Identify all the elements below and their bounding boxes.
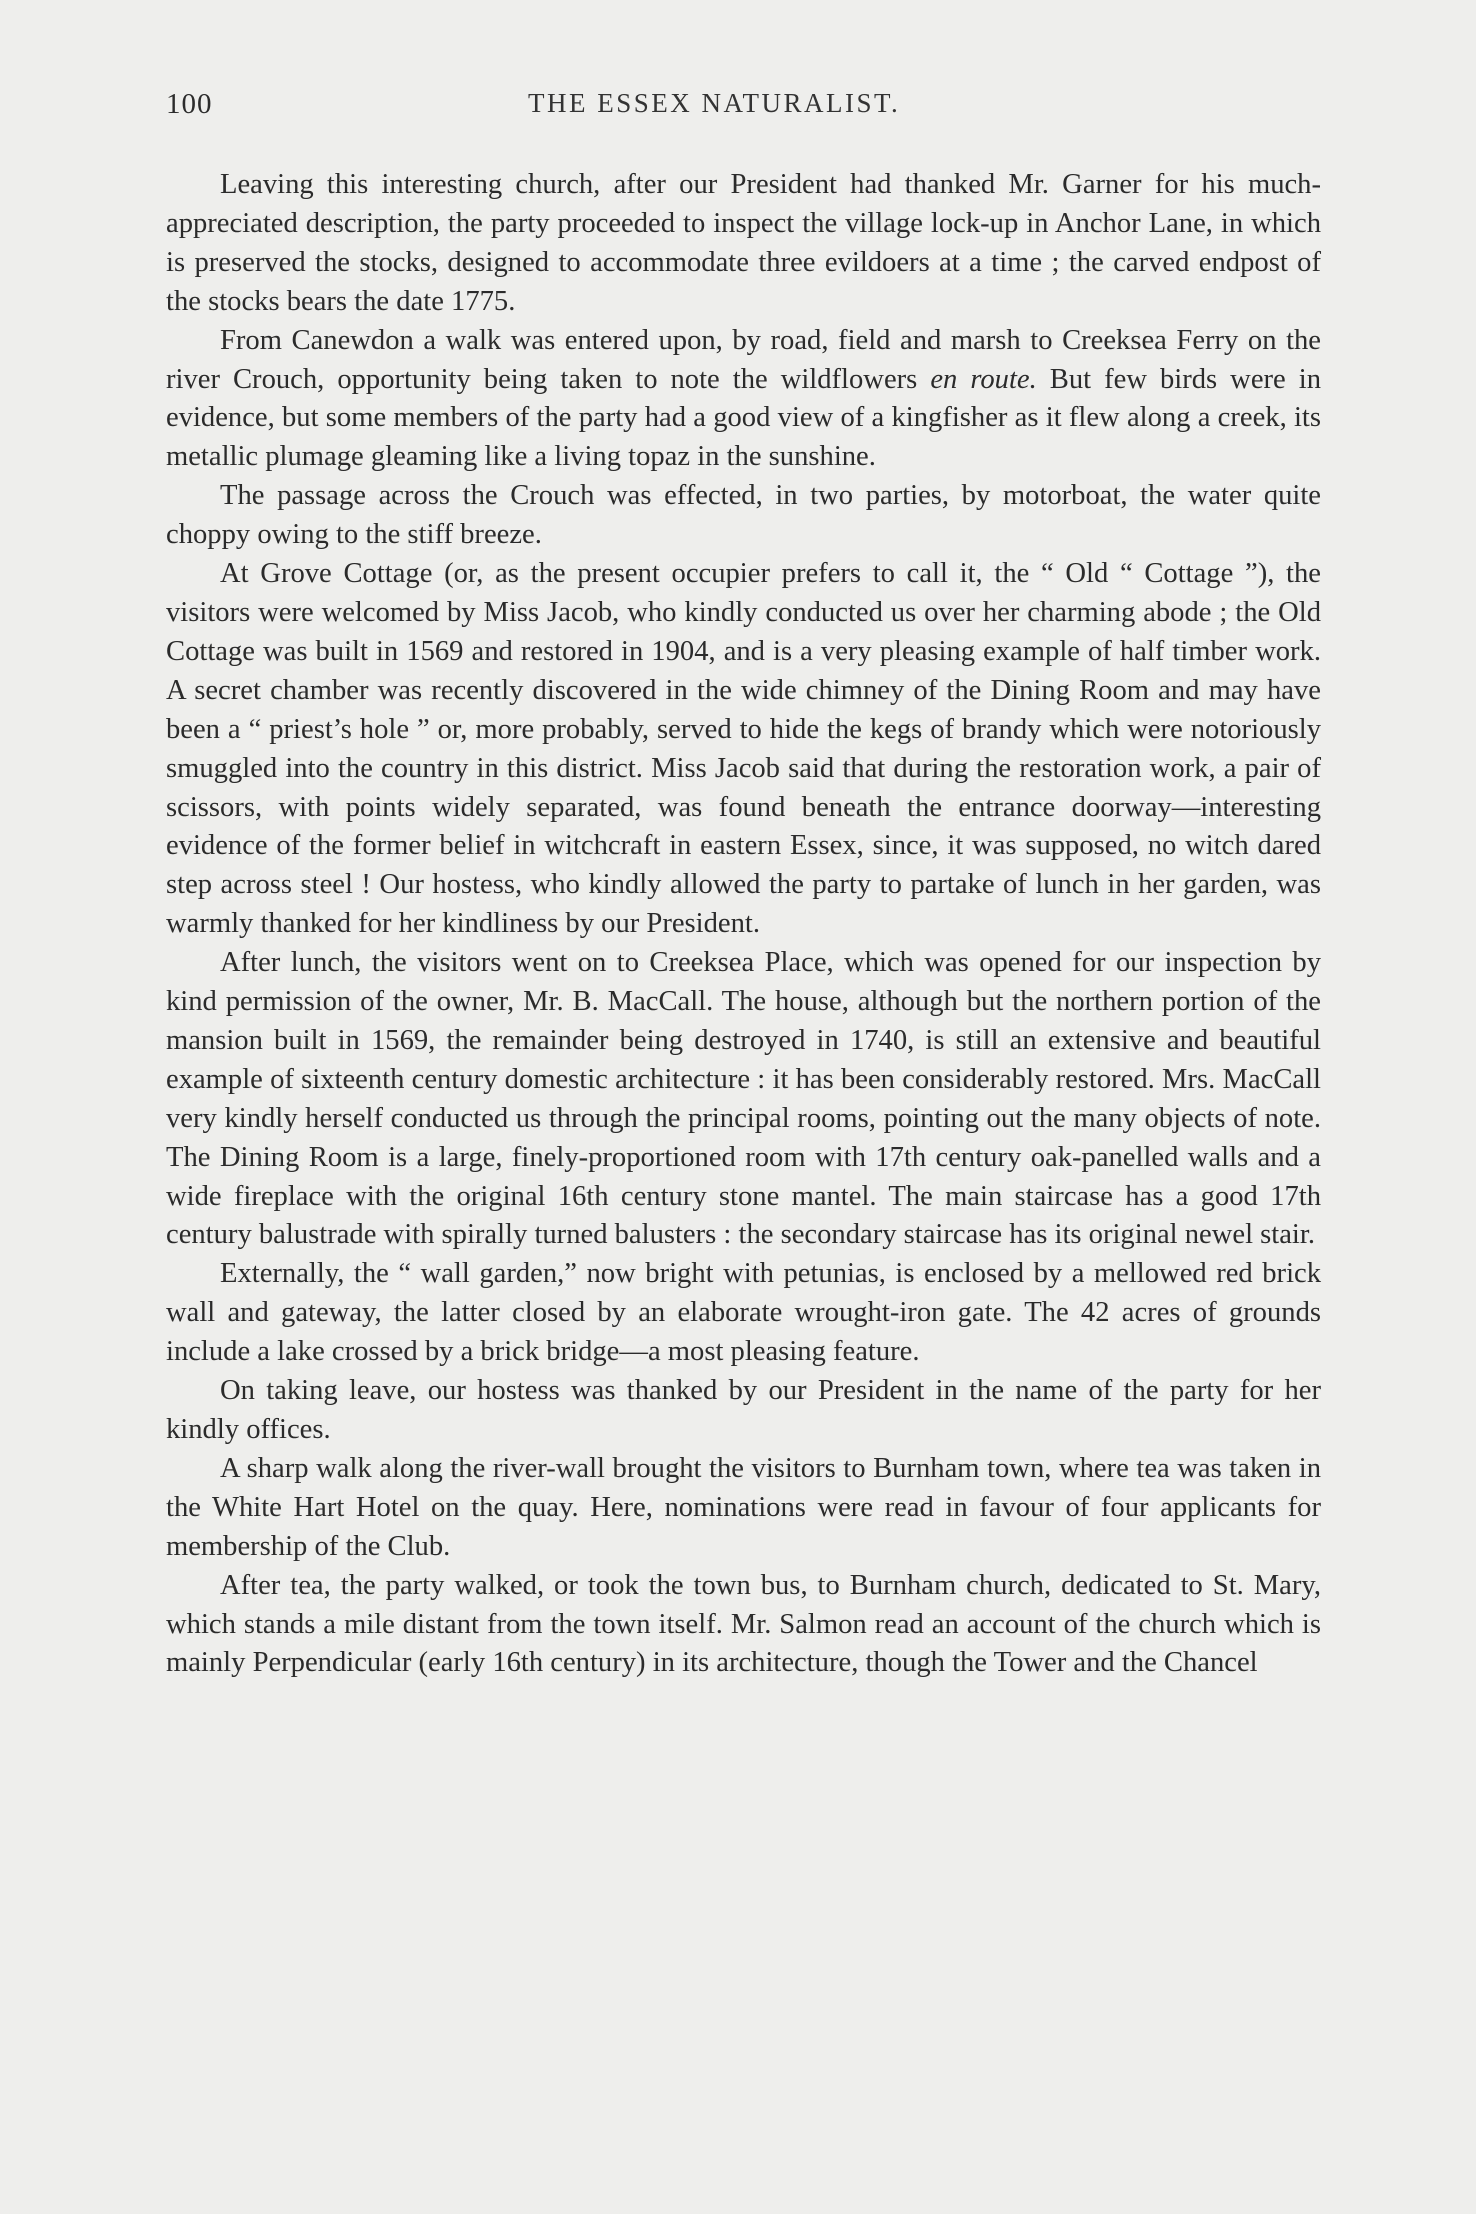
paragraph-grove-cottage: At Grove Cottage (or, as the present occupier prefers to call it, the “ Old “ Cottage ”), the visitors were welcomed by Miss Jacob, who kindly conducted us over her charming abode ; the Old Cottage was built in 1569 and restored in 1904, and is a very pleasing example of half timber work. A secret chamber was recently discovered in the wide chimney of the Dining Room and may have been a “ priest’s hole ” or, more probably, served to hide the kegs of brandy which were notoriously smuggled into the country in this district. Miss Jacob said that during the restoration work, a pair of scissors, with points widely separated, was found beneath the entrance doorway—interesting evidence of the former belief in witchcraft in eastern Essex, since, it was supposed, no witch dared step across steel ! Our hostess, who kindly allowed the party to partake of lunch in her garden, was warmly thanked for her kindliness by our President. [166,558,1321,940]
paragraph-crouch-crossing: The passage across the Crouch was effected, in two parties, by motorboat, the water quite choppy owing to the stiff breeze. [166,480,1321,551]
paragraph-church-lockup: Leaving this interesting church, after our President had thanked Mr. Garner for his much-appreciated description, the party proceeded to inspect the village lock-up in Anchor Lane, in which is preserved the stocks, designed to accommodate three evildoers at a time ; the carved endpost of the stocks bears the date 1775. [166,169,1321,317]
paragraph-text-after: But few birds were in evidence, but some members of the party had a good view of a kingfisher as it flew along a creek, its metallic plumage gleaming like a living topaz in the sunshine. [166,363,1321,473]
running-title: THE ESSEX NATURALIST. [528,88,901,118]
paragraph-burnham-town: A sharp walk along the river-wall brought the visitors to Burnham town, where tea was taken in the White Hart Hotel on the quay. Here, nominations were read in favour of four applicants for membership of the Club. [166,1452,1321,1562]
paragraph-wall-garden: Externally, the “ wall garden,” now bright with petunias, is enclosed by a mellowed red brick wall and gateway, the latter closed by an elaborate wrought-iron gate. The 42 acres of grounds include a lake crossed by a brick bridge—a most pleasing feature. [166,1258,1321,1368]
page-number: 100 [166,88,213,120]
body-text [166,166,1321,1683]
paragraph-burnham-church: After tea, the party walked, or took the town bus, to Burnham church, dedicated to St. Mary, which stands a mile distant from the town itself. Mr. Salmon read an account of the church which is mainly Perpendicular (early 16th century) in its architecture, though the Tower and the Chancel [166,1569,1321,1679]
italic-en-route: en route. [930,363,1037,395]
paragraph-text-before: From Canewdon a walk was entered upon, by road, field and marsh to Creeksea Ferry on the river Crouch, opportunity being taken to note the wildflowers [166,324,1321,395]
paragraph-taking-leave: On taking leave, our hostess was thanked by our President in the name of the party for her kindly offices. [166,1375,1321,1445]
paragraph-creeksea-place: After lunch, the visitors went on to Creeksea Place, which was opened for our inspection by kind permission of the owner, Mr. B. MacCall. The house, although but the northern portion of the mansion built in 1569, the remainder being destroyed in 1740, is still an extensive and beautiful example of sixteenth century domestic architecture : it has been considerably restored. Mrs. MacCall very kindly herself conducted us through the principal rooms, pointing out the many objects of note. The Dining Room is a large, finely-proportioned room with 17th century oak-panelled walls and a wide fireplace with the original 16th century stone mantel. The main staircase has a good 17th century balustrade with spirally turned balusters : the secondary staircase has its original newel stair. [166,947,1321,1251]
page-header [166,88,1321,128]
paragraph-walk-creeksea [166,322,1321,478]
